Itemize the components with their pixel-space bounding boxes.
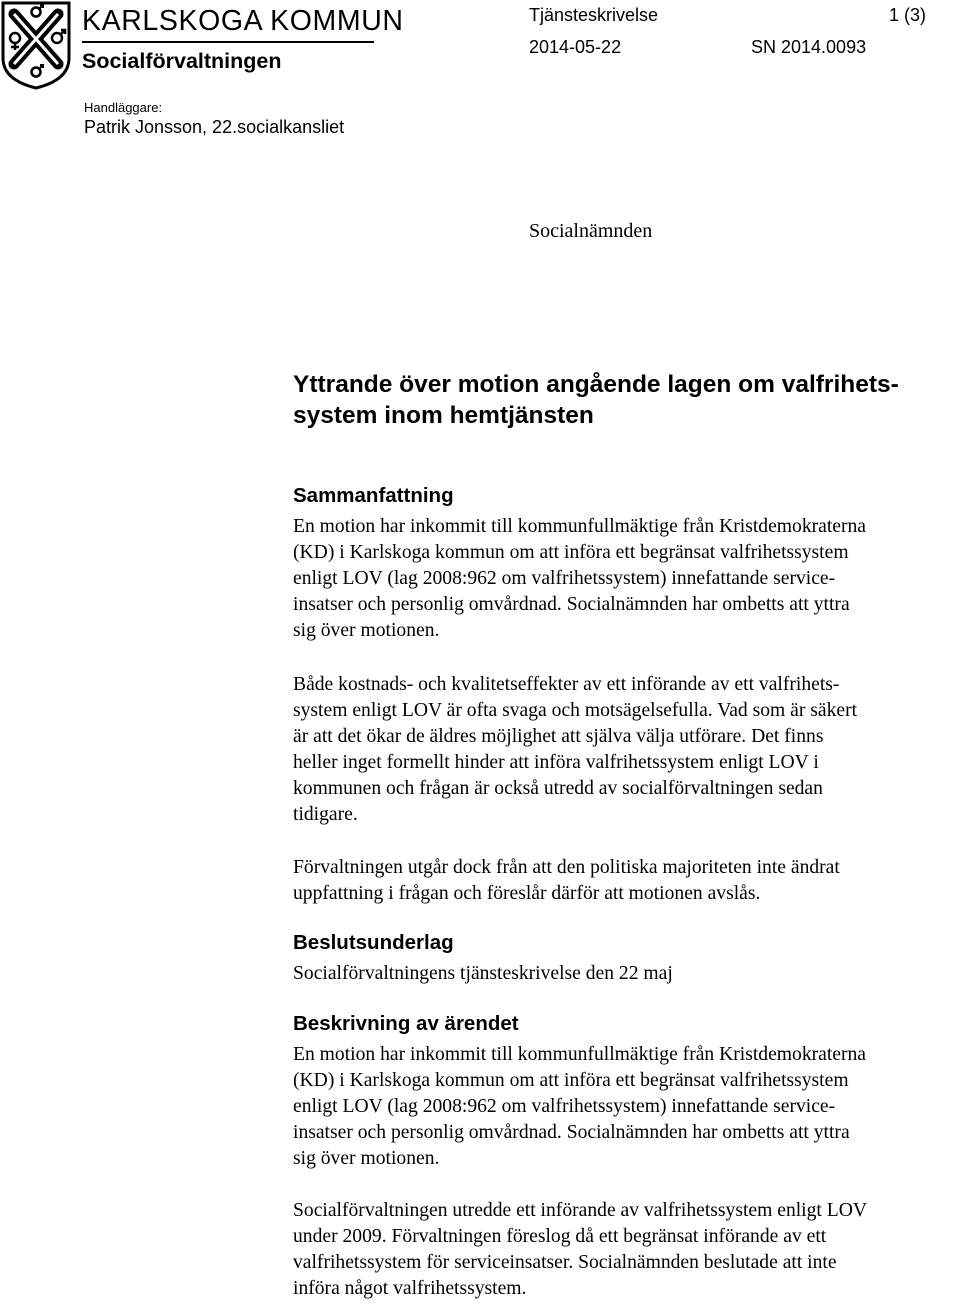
text-line: insatser och personlig omvårdnad. Socialnämnden har ombetts att yttra [293,1122,850,1143]
text-line: enligt LOV (lag 2008:962 om valfrihetssystem) innefattande service- [293,1096,836,1117]
description-heading: Beskrivning av ärendet [293,1012,519,1035]
text-line: En motion har inkommit till kommunfullmäktige från Kristdemokraterna [293,1044,867,1065]
text-line: valfrihetssystem för serviceinsatser. Socialnämnden beslutade att inte [293,1252,837,1273]
page-number: 1 (3) [889,5,927,25]
text-line: under 2009. Förvaltningen föreslog då ett begränsat införande av ett [293,1226,827,1247]
text-line: En motion har inkommit till kommunfullmäktige från Kristdemokraterna [293,516,867,537]
basis-heading: Beslutsunderlag [293,931,454,954]
basis-paragraph [293,961,958,987]
logo-divider [82,41,374,43]
handler-label: Handläggare: [84,100,163,115]
organization-name: KARLSKOGA KOMMUN [82,5,404,37]
summary-paragraph-3 [293,855,958,907]
text-line: (KD) i Karlskoga kommun om att införa ett begränsat valfrihetssystem [293,542,849,563]
text-line: tidigare. [293,804,358,825]
summary-paragraph-2 [293,672,958,828]
document-title [293,369,953,431]
text-line: Förvaltningen utgår dock från att den politiska majoriteten inte ändrat [293,857,840,878]
text-line: Socialförvaltningens tjänsteskrivelse den 22 maj [293,963,673,984]
text-line: (KD) i Karlskoga kommun om att införa ett begränsat valfrihetssystem [293,1070,849,1091]
description-paragraph-1 [293,1042,958,1172]
text-line: är att det ökar de äldres möjlighet att själva välja utförare. Det finns [293,726,824,747]
title-line: system inom hemtjänsten [293,402,594,429]
text-line: kommunen och frågan är också utredd av socialförvaltningen sedan [293,778,823,799]
document-type: Tjänsteskrivelse [529,5,659,25]
text-line: införa något valfrihetssystem. [293,1278,527,1299]
recipient: Socialnämnden [529,220,653,242]
text-line: enligt LOV (lag 2008:962 om valfrihetssystem) innefattande service- [293,568,836,589]
title-line: Yttrande över motion angående lagen om valfrihets- [293,371,899,398]
text-line: insatser och personlig omvårdnad. Socialnämnden har ombetts att yttra [293,594,850,615]
municipal-coat-of-arms-icon [0,0,72,90]
text-line: Både kostnads- och kvalitetseffekter av ett införande av ett valfrihets- [293,674,840,695]
document-date: 2014-05-22 [529,37,622,57]
summary-heading: Sammanfattning [293,484,454,507]
handler-name: Patrik Jonsson, 22.socialkansliet [84,117,345,137]
text-line: sig över motionen. [293,620,440,641]
description-paragraph-2 [293,1198,958,1302]
text-line: heller inget formellt hinder att införa valfrihetssystem enligt LOV i [293,752,819,773]
text-line: Socialförvaltningen utredde ett införande av valfrihetssystem enligt LOV [293,1200,868,1221]
summary-paragraph-1 [293,514,958,644]
text-line: system enligt LOV är ofta svaga och motsägelsefulla. Vad som är säkert [293,700,858,721]
text-line: uppfattning i frågan och föreslår därför att motionen avslås. [293,883,761,904]
document-reference: SN 2014.0093 [751,37,867,57]
text-line: sig över motionen. [293,1148,440,1169]
department-name: Socialförvaltningen [82,49,282,73]
